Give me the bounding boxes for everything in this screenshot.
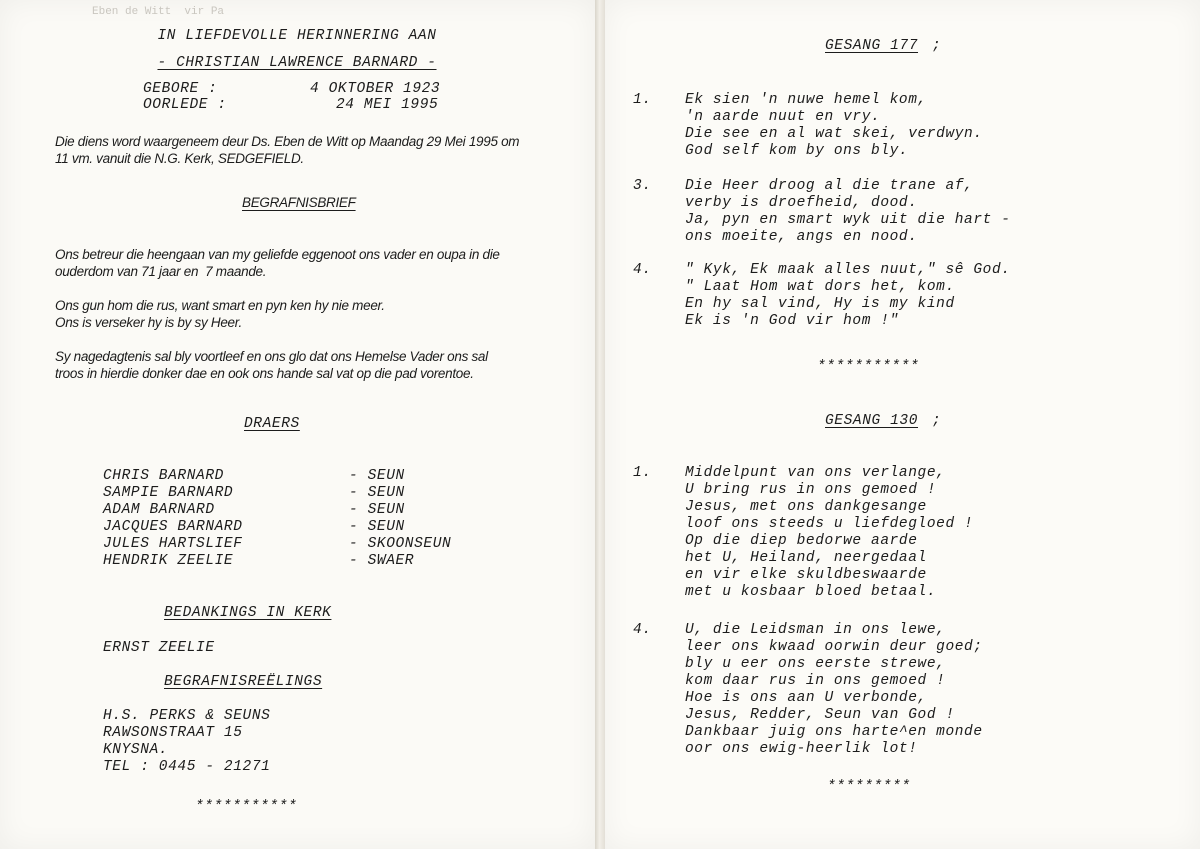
verse-number: 4. <box>633 622 652 638</box>
letter-para3-line2: troos in hierdie donker dae en ook ons hande sal vat op die pad vorentoe. <box>55 366 474 381</box>
bearer-relation: - SWAER <box>349 553 415 569</box>
verse-line: En hy sal vind, Hy is my kind <box>685 296 955 312</box>
undertaker-street: RAWSONSTRAAT 15 <box>103 725 243 741</box>
born-date: 4 OKTOBER 1923 <box>310 81 441 97</box>
bearer-name: HENDRIK ZEELIE <box>103 553 234 569</box>
verse-line: Jesus, met ons dankgesange <box>685 499 927 515</box>
verse-line: Op die diep bedorwe aarde <box>685 533 918 549</box>
service-info-line1: Die diens word waargeneem deur Ds. Eben de Witt op Maandag 29 Mei 1995 om <box>55 134 520 149</box>
verse-line: oor ons ewig-heerlik lot! <box>685 741 918 757</box>
bearer-name: JULES HARTSLIEF <box>103 536 243 552</box>
verse-number: 3. <box>633 178 652 194</box>
hymn2-title-suffix: ; <box>932 413 942 429</box>
stars-divider: *********** <box>817 359 920 375</box>
service-info-line2: 11 vm. vanuit die N.G. Kerk, SEDGEFIELD. <box>55 151 304 166</box>
verse-line: U, die Leidsman in ons lewe, <box>685 622 946 638</box>
verse-line: " Kyk, Ek maak alles nuut," sê God. <box>685 262 1011 278</box>
right-page <box>605 0 1200 849</box>
verse-line: bly u eer ons eerste strewe, <box>685 656 946 672</box>
verse-line: 'n aarde nuut en vry. <box>685 109 881 125</box>
letter-para2-line1: Ons gun hom die rus, want smart en pyn ken hy nie meer. <box>55 298 385 313</box>
bearer-name: CHRIS BARNARD <box>103 468 224 484</box>
bearer-relation: - SEUN <box>349 485 405 501</box>
verse-number: 1. <box>633 92 652 108</box>
died-date: 24 MEI 1995 <box>336 97 439 113</box>
verse-line: kom daar rus in ons gemoed ! <box>685 673 946 689</box>
undertaker-phone: TEL : 0445 - 21271 <box>103 759 271 775</box>
deceased-name: - CHRISTIAN LAWRENCE BARNARD - <box>157 55 437 71</box>
verse-line: loof ons steeds u liefdegloed ! <box>685 516 974 532</box>
verse-line: Hoe is ons aan U verbonde, <box>685 690 927 706</box>
verse-line: Ek is 'n God vir hom !" <box>685 313 899 329</box>
thanks-title: BEDANKINGS IN KERK <box>164 605 332 621</box>
hymn1-title: GESANG 177 <box>825 38 919 54</box>
bearer-relation: - SEUN <box>349 519 405 535</box>
bearer-name: JACQUES BARNARD <box>103 519 243 535</box>
died-label: OORLEDE : <box>143 97 227 113</box>
bearer-relation: - SEUN <box>349 502 405 518</box>
letter-para1-line2: ouderdom van 71 jaar en 7 maande. <box>55 264 267 279</box>
bearer-name: ADAM BARNARD <box>103 502 215 518</box>
bearer-name: SAMPIE BARNARD <box>103 485 234 501</box>
verse-line: leer ons kwaad oorwin deur goed; <box>685 639 983 655</box>
verse-line: God self kom by ons bly. <box>685 143 909 159</box>
bearers-title: DRAERS <box>244 416 300 432</box>
pencil-note: Eben de Witt vir Pa <box>92 6 225 18</box>
verse-line: Middelpunt van ons verlange, <box>685 465 946 481</box>
verse-line: Die Heer droog al die trane af, <box>685 178 974 194</box>
thanks-name: ERNST ZEELIE <box>103 640 215 656</box>
verse-line: Dankbaar juig ons harte^en monde <box>685 724 983 740</box>
verse-number: 1. <box>633 465 652 481</box>
page-fold <box>595 0 605 849</box>
undertaker-town: KNYSNA. <box>103 742 169 758</box>
verse-line: verby is droefheid, dood. <box>685 195 918 211</box>
verse-line: het U, Heiland, neergedaal <box>685 550 927 566</box>
stars-divider: ********* <box>827 779 911 795</box>
hymn2-title: GESANG 130 <box>825 413 919 429</box>
verse-line: " Laat Hom wat dors het, kom. <box>685 279 955 295</box>
left-page <box>0 0 595 849</box>
letter-para1-line1: Ons betreur die heengaan van my geliefde eggenoot ons vader en oupa in die <box>55 247 500 262</box>
letter-title: BEGRAFNISBRIEF <box>242 195 356 210</box>
verse-line: Ek sien 'n nuwe hemel kom, <box>685 92 927 108</box>
verse-line: U bring rus in ons gemoed ! <box>685 482 937 498</box>
verse-line: Die see en al wat skei, verdwyn. <box>685 126 983 142</box>
letter-para2-line2: Ons is verseker hy is by sy Heer. <box>55 315 242 330</box>
stars-divider: *********** <box>195 799 298 815</box>
memorial-heading: IN LIEFDEVOLLE HERINNERING AAN <box>157 28 437 44</box>
arrangements-title: BEGRAFNISREËLINGS <box>164 674 323 690</box>
verse-number: 4. <box>633 262 652 278</box>
verse-line: Ja, pyn en smart wyk uit die hart - <box>685 212 1011 228</box>
verse-line: ons moeite, angs en nood. <box>685 229 918 245</box>
letter-para3-line1: Sy nagedagtenis sal bly voortleef en ons glo dat ons Hemelse Vader ons sal <box>55 349 488 364</box>
bearer-relation: - SEUN <box>349 468 405 484</box>
verse-line: en vir elke skuldbeswaarde <box>685 567 927 583</box>
hymn1-title-suffix: ; <box>932 38 942 54</box>
undertaker-name: H.S. PERKS & SEUNS <box>103 708 271 724</box>
verse-line: met u kosbaar bloed betaal. <box>685 584 937 600</box>
bearer-relation: - SKOONSEUN <box>349 536 452 552</box>
verse-line: Jesus, Redder, Seun van God ! <box>685 707 955 723</box>
born-label: GEBORE : <box>143 81 218 97</box>
